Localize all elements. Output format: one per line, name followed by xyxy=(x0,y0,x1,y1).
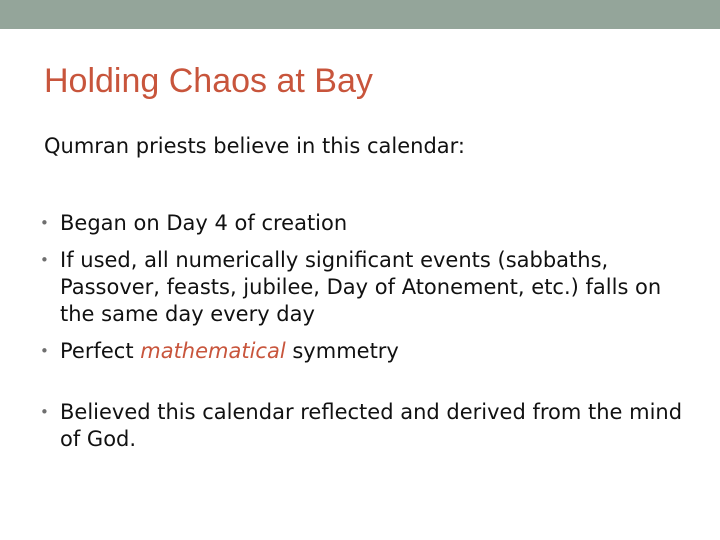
intro-text: Qumran priests believe in this calendar: xyxy=(44,134,465,158)
bullet-text-after: symmetry xyxy=(285,339,399,363)
bullet-item xyxy=(40,247,700,328)
bullet-text: Believed this calendar reflected and derived from the mind of God. xyxy=(60,400,683,451)
bullet-icon: • xyxy=(40,251,49,269)
bullet-icon: • xyxy=(40,214,49,232)
bullet-text: Began on Day 4 of creation xyxy=(60,211,348,235)
bullet-item xyxy=(40,210,700,237)
slide-title: Holding Chaos at Bay xyxy=(44,62,373,100)
emphasis-text: mathematical xyxy=(140,339,286,363)
bullet-item xyxy=(40,338,700,365)
top-decor-bar xyxy=(0,0,720,29)
bullet-list xyxy=(40,210,700,463)
bullet-text-before: Perfect xyxy=(60,339,141,363)
bullet-item xyxy=(40,399,700,453)
bullet-icon: • xyxy=(40,342,49,360)
bullet-icon: • xyxy=(40,403,49,421)
bullet-text: If used, all numerically significant events (sabbaths, Passover, feasts, jubilee, Day of Atonement, etc.) falls on the same day every day xyxy=(60,248,662,326)
